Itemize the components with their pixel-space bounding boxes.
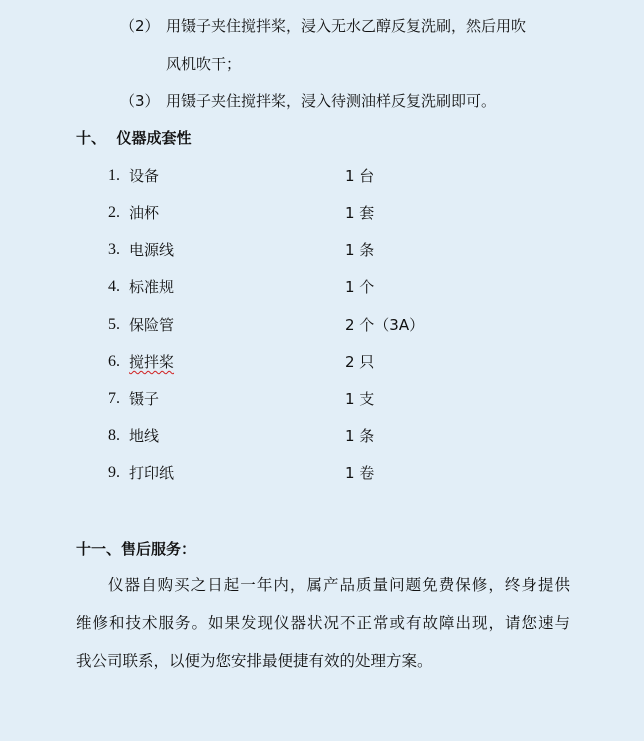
- item-index: 2.: [108, 204, 120, 221]
- item-name: 镊子: [129, 390, 160, 408]
- item-name: 设备: [129, 167, 160, 185]
- item-quantity: 1 个: [345, 278, 375, 296]
- item-name: 油杯: [129, 204, 160, 222]
- item-index: 1.: [108, 167, 120, 184]
- section-11-heading: 十一、售后服务：: [76, 540, 197, 558]
- item-name: 标准规: [129, 278, 175, 296]
- item-name: 打印纸: [129, 464, 175, 482]
- item-index: 9.: [108, 464, 120, 481]
- item-name: 电源线: [129, 241, 175, 259]
- item-name: 搅拌桨: [129, 353, 175, 371]
- item-quantity: 1 卷: [345, 464, 375, 482]
- item-quantity: 1 支: [345, 390, 375, 408]
- item-name: 保险管: [129, 316, 175, 334]
- item-index: 7.: [108, 390, 120, 407]
- step-3-marker: （3）: [120, 92, 160, 110]
- paragraph-line-1: 仪器自购买之日起一年内，属产品质量问题免费保修，终身提供: [108, 576, 570, 594]
- step-2-line-2: 风机吹干；: [166, 55, 242, 73]
- item-quantity: 1 条: [345, 427, 375, 445]
- paragraph-line-3: 我公司联系，以便为您安排最便捷有效的处理方案。: [76, 652, 433, 670]
- item-quantity: 1 套: [345, 204, 375, 222]
- item-index: 8.: [108, 427, 120, 444]
- step-2-line-1: 用镊子夹住搅拌桨，浸入无水乙醇反复洗刷，然后用吹: [166, 17, 527, 35]
- section-10-heading: 十、 仪器成套性: [76, 129, 192, 147]
- item-quantity: 2 只: [345, 353, 375, 371]
- paragraph-line-2: 维修和技术服务。如果发现仪器状况不正常或有故障出现，请您速与: [76, 614, 570, 632]
- item-index: 6.: [108, 353, 120, 370]
- item-quantity: 2 个（3A）: [345, 316, 425, 334]
- item-index: 5.: [108, 316, 120, 333]
- item-quantity: 1 台: [345, 167, 375, 185]
- item-quantity: 1 条: [345, 241, 375, 259]
- step-3-line-1: 用镊子夹住搅拌桨，浸入待测油样反复洗刷即可。: [166, 92, 497, 110]
- step-2-marker: （2）: [120, 17, 160, 35]
- item-name: 地线: [129, 427, 160, 445]
- item-index: 3.: [108, 241, 120, 258]
- item-index: 4.: [108, 278, 120, 295]
